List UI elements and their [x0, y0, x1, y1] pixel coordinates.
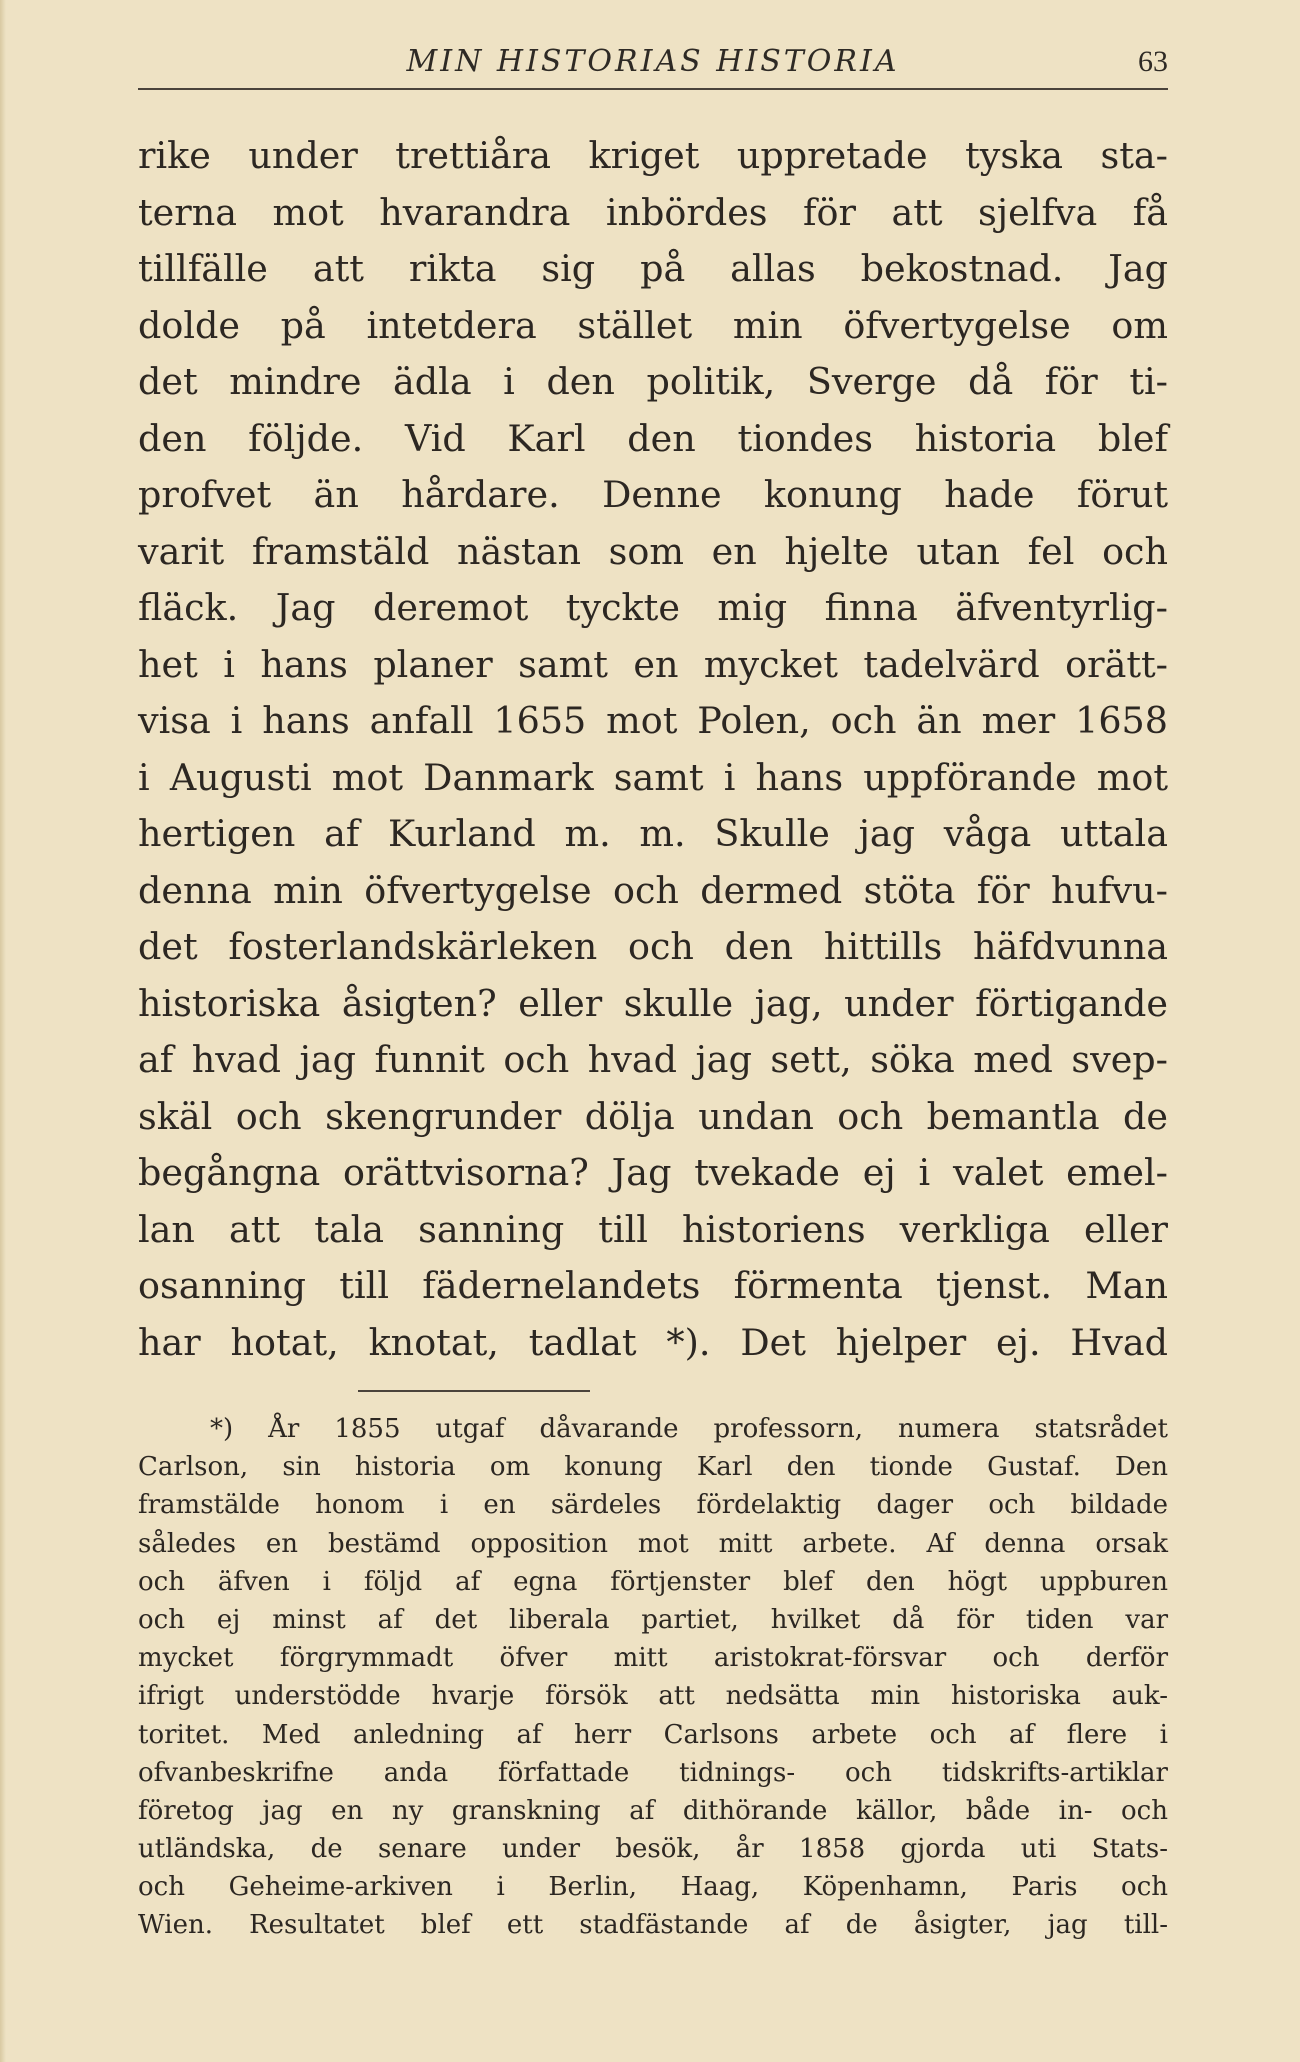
- footnote-line: mycket förgrymmadt öfver mitt aristokrat-försvar och derför: [138, 1643, 1168, 1674]
- footnote-line: *) År 1855 utgaf dåvarande professorn, numera statsrådet: [210, 1414, 1168, 1444]
- body-line: osanning till fädernelandets förmenta tjenst. Man: [138, 1264, 1168, 1307]
- body-line: dolde på intetdera stället min öfvertygelse om: [138, 303, 1168, 347]
- footnote-line: företog jag en ny granskning af dithörande källor, både in- och: [138, 1795, 1168, 1826]
- body-line: begångna orättvisorna? Jag tvekade ej i valet emel-: [138, 1151, 1168, 1194]
- footnote-line: utländska, de senare under besök, år 1858 gjorda uti Stats-: [138, 1834, 1168, 1865]
- footnote-line: och Geheime-arkiven i Berlin, Haag, Köpenhamn, Paris och: [138, 1872, 1168, 1903]
- body-line: fläck. Jag deremot tyckte mig finna äfventyrlig-: [138, 586, 1168, 629]
- body-text: [138, 128, 1168, 1371]
- body-line: hertigen af Kurland m. m. Skulle jag våga uttala: [138, 812, 1168, 855]
- footnote-line: och ej minst af det liberala partiet, hvilket då för tiden var: [138, 1604, 1168, 1635]
- footnote-line: framstälde honom i en särdeles fördelaktig dager och bildade: [138, 1490, 1168, 1521]
- footnote-line: således en bestämd opposition mot mitt arbete. Af denna orsak: [138, 1528, 1168, 1559]
- body-line: historiska åsigten? eller skulle jag, under förtigande: [138, 981, 1168, 1025]
- footnote-line: och äfven i följd af egna förtjenster blef den högt uppburen: [138, 1566, 1168, 1597]
- page-edge: [0, 0, 6, 2062]
- footnote: [138, 1410, 1168, 1945]
- footnote-rule: [358, 1390, 590, 1392]
- footnote-line: Wien. Resultatet blef ett stadfästande af de åsigter, jag till-: [138, 1910, 1168, 1941]
- body-line: het i hans planer samt en mycket tadelvärd orätt-: [138, 642, 1168, 686]
- body-line: lan att tala sanning till historiens verkliga eller: [138, 1207, 1168, 1251]
- body-line: skäl och skengrunder dölja undan och bemantla de: [138, 1094, 1168, 1138]
- header-rule: [138, 88, 1168, 90]
- body-line: varit framstäld nästan som en hjelte utan fel och: [138, 529, 1168, 573]
- page-number: 63: [1138, 45, 1168, 78]
- body-line: har hotat, knotat, tadlat *). Det hjelper ej. Hvad: [138, 1320, 1168, 1364]
- footnote-line: ofvanbeskrifne anda författade tidnings- och tidskrifts-artiklar: [138, 1757, 1168, 1788]
- body-line: tillfälle att rikta sig på allas bekostnad. Jag: [138, 247, 1168, 290]
- running-head: [138, 42, 1168, 88]
- footnote-line: toritet. Med anledning af herr Carlsons arbete och af flere i: [138, 1719, 1168, 1750]
- body-line: visa i hans anfall 1655 mot Polen, och än mer 1658: [138, 699, 1168, 742]
- body-line: denna min öfvertygelse och dermed stöta för hufvu-: [138, 868, 1168, 912]
- body-line: profvet än hårdare. Denne konung hade förut: [138, 473, 1168, 516]
- running-title: MIN HISTORIAS HISTORIA: [406, 44, 900, 79]
- footnote-line: ifrigt understödde hvarje försök att nedsätta min historiska auk-: [138, 1681, 1168, 1712]
- body-line: af hvad jag funnit och hvad jag sett, söka med svep-: [138, 1038, 1168, 1081]
- footnote-line: Carlson, sin historia om konung Karl den tionde Gustaf. Den: [138, 1452, 1168, 1483]
- body-line: det mindre ädla i den politik, Sverge då för ti-: [138, 360, 1168, 403]
- body-line: terna mot hvarandra inbördes för att sjelfva få: [138, 190, 1168, 234]
- body-line: det fosterlandskärleken och den hittills häfdvunna: [138, 925, 1168, 968]
- body-line: i Augusti mot Danmark samt i hans uppförande mot: [138, 755, 1168, 799]
- body-line: den följde. Vid Karl den tiondes historia blef: [138, 416, 1168, 460]
- body-line: rike under trettiåra kriget uppretade tyska sta-: [138, 134, 1168, 177]
